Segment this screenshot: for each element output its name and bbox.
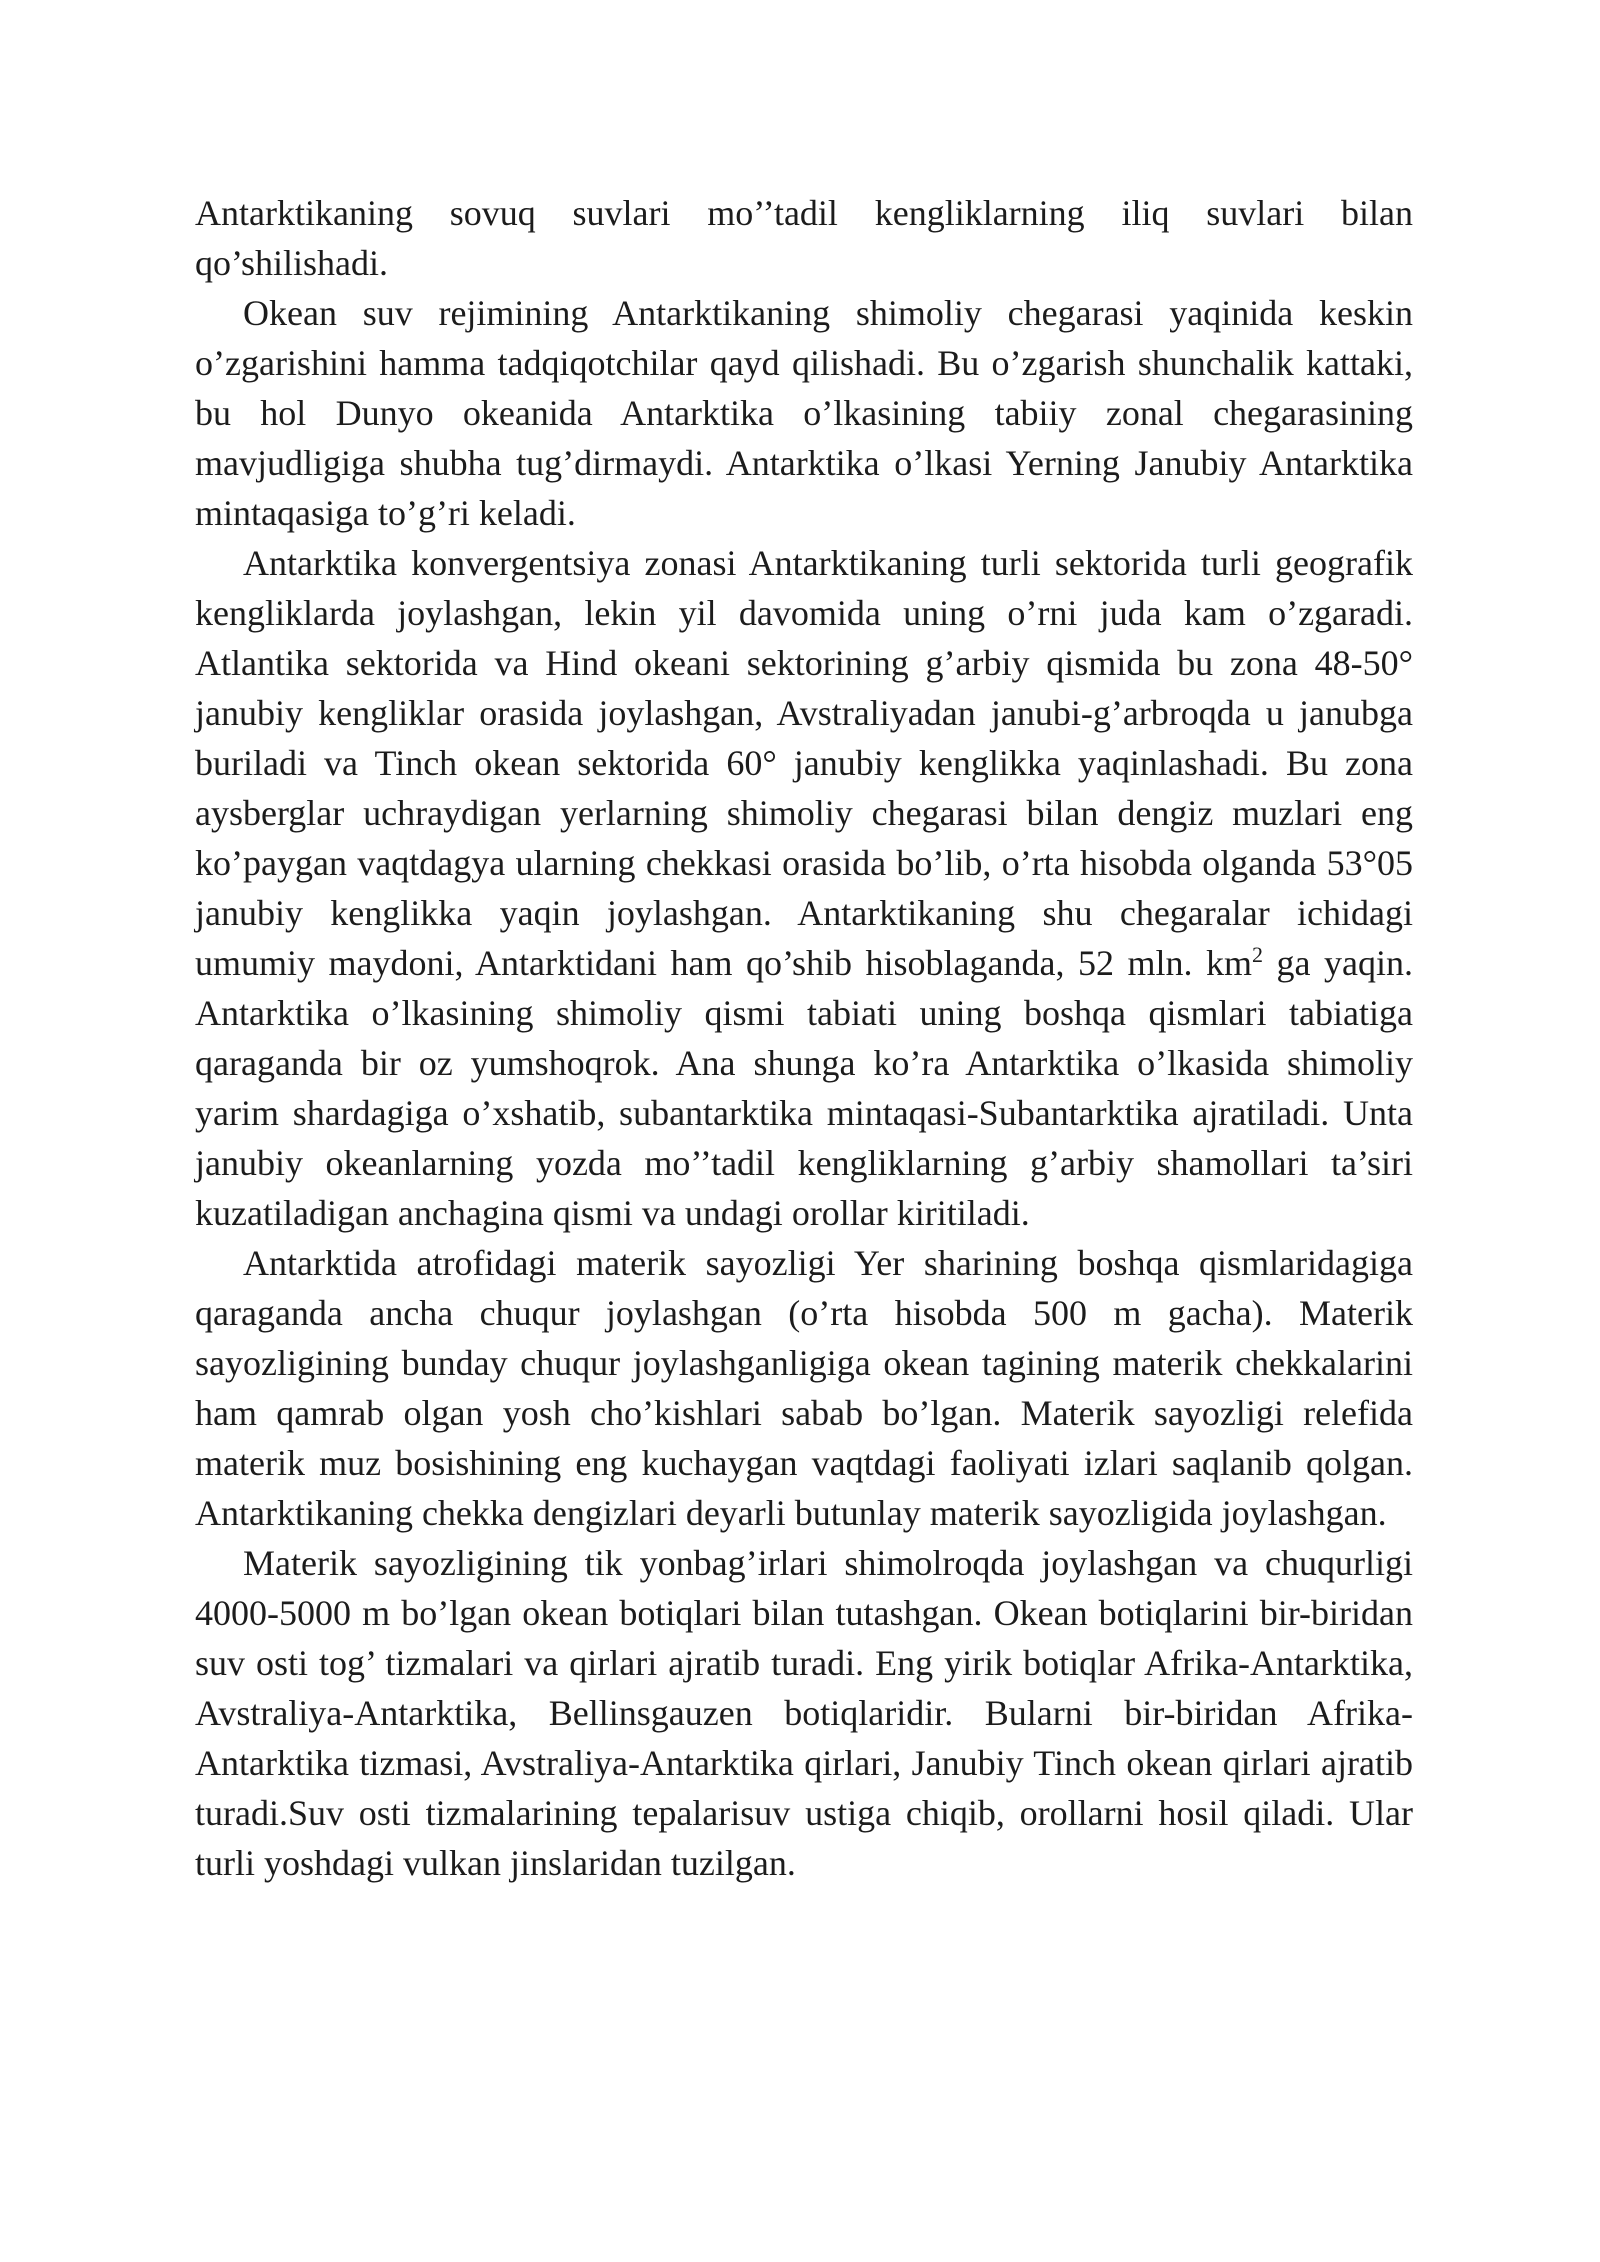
- paragraph-3-text-after: ga yaqin. Antarktika o’lkasining shimoliy qismi tabiati uning boshqa qismlari tabiatiga qaraganda bir oz yumshoqrok. Ana shunga ko’ra Antarktika o’lkasida shimoliy yarim shardagiga o’xshatib, subantarktika mintaqasi-Subantarktika ajratiladi. Unta janubiy okeanlarning yozda mo’’tadil kengliklarning g’arbiy shamollari ta’siri kuzatiladigan anchagina qismi va undagi orollar kiritiladi.: [195, 943, 1413, 1233]
- paragraph-4: Antarktida atrofidagi materik sayozligi Yer sharining boshqa qismlaridagiga qaraganda ancha chuqur joylashgan (o’rta hisobda 500 m gacha). Materik sayozligining bunday chuqur joylashganligiga okean tagining materik chekkalarini ham qamrab olgan yosh cho’kishlari sabab bo’lgan. Materik sayozligi relefida materik muz bosishining eng kuchaygan vaqtdagi faoliyati izlari saqlanib qolgan. Antarktikaning chekka dengizlari deyarli butunlay materik sayozligida joylashgan.: [195, 1243, 1413, 1533]
- document-page: [195, 188, 1413, 1888]
- area-unit-superscript: 2: [1252, 942, 1264, 967]
- paragraph-5: Materik sayozligining tik yonbag’irlari shimolroqda joylashgan va chuqurligi 4000-5000 m bo’lgan okean botiqlari bilan tutashgan. Okean botiqlarini bir-biridan suv osti tog’ tizmalari va qirlari ajratib turadi. Eng yirik botiqlar Afrika-Antarktika, Avstraliya-Antarktika, Bellinsgauzen botiqlaridir. Bularni bir-biridan Afrika-Antarktika tizmasi, Avstraliya-Antarktika qirlari, Janubiy Tinch okean qirlari ajratib turadi.Suv osti tizmalarining tepalarisuv ustiga chiqib, orollarni hosil qiladi. Ular turli yoshdagi vulkan jinslaridan tuzilgan.: [195, 1543, 1413, 1883]
- paragraph-3-text-before: Antarktika konvergentsiya zonasi Antarktikaning turli sektorida turli geografik kengliklarda joylashgan, lekin yil davomida uning o’rni juda kam o’zgaradi. Atlantika sektorida va Hind okeani sektorining g’arbiy qismida bu zona 48-50° janubiy kengliklar orasida joylashgan, Avstraliyadan janubi-g’arbroqda u janubga buriladi va Tinch okean sektorida 60° janubiy kenglikka yaqinlashadi. Bu zona aysberglar uchraydigan yerlarning shimoliy chegarasi bilan dengiz muzlari eng ko’paygan vaqtdagya ularning chekkasi orasida bo’lib, o’rta hisobda olganda 53°05 janubiy kenglikka yaqin joylashgan. Antarktikaning shu chegaralar ichidagi umumiy maydoni, Antarktidani ham qo’shib hisoblaganda, 52 mln. km: [195, 543, 1413, 983]
- paragraph-3: [195, 538, 1413, 1238]
- paragraph-1: Antarktikaning sovuq suvlari mo’’tadil kengliklarning iliq suvlari bilan qo’shilishadi.: [195, 193, 1413, 283]
- paragraph-2: Okean suv rejimining Antarktikaning shimoliy chegarasi yaqinida keskin o’zgarishini hamma tadqiqotchilar qayd qilishadi. Bu o’zgarish shunchalik kattaki, bu hol Dunyo okeanida Antarktika o’lkasining tabiiy zonal chegarasining mavjudligiga shubha tug’dirmaydi. Antarktika o’lkasi Yerning Janubiy Antarktika mintaqasiga to’g’ri keladi.: [195, 293, 1413, 533]
